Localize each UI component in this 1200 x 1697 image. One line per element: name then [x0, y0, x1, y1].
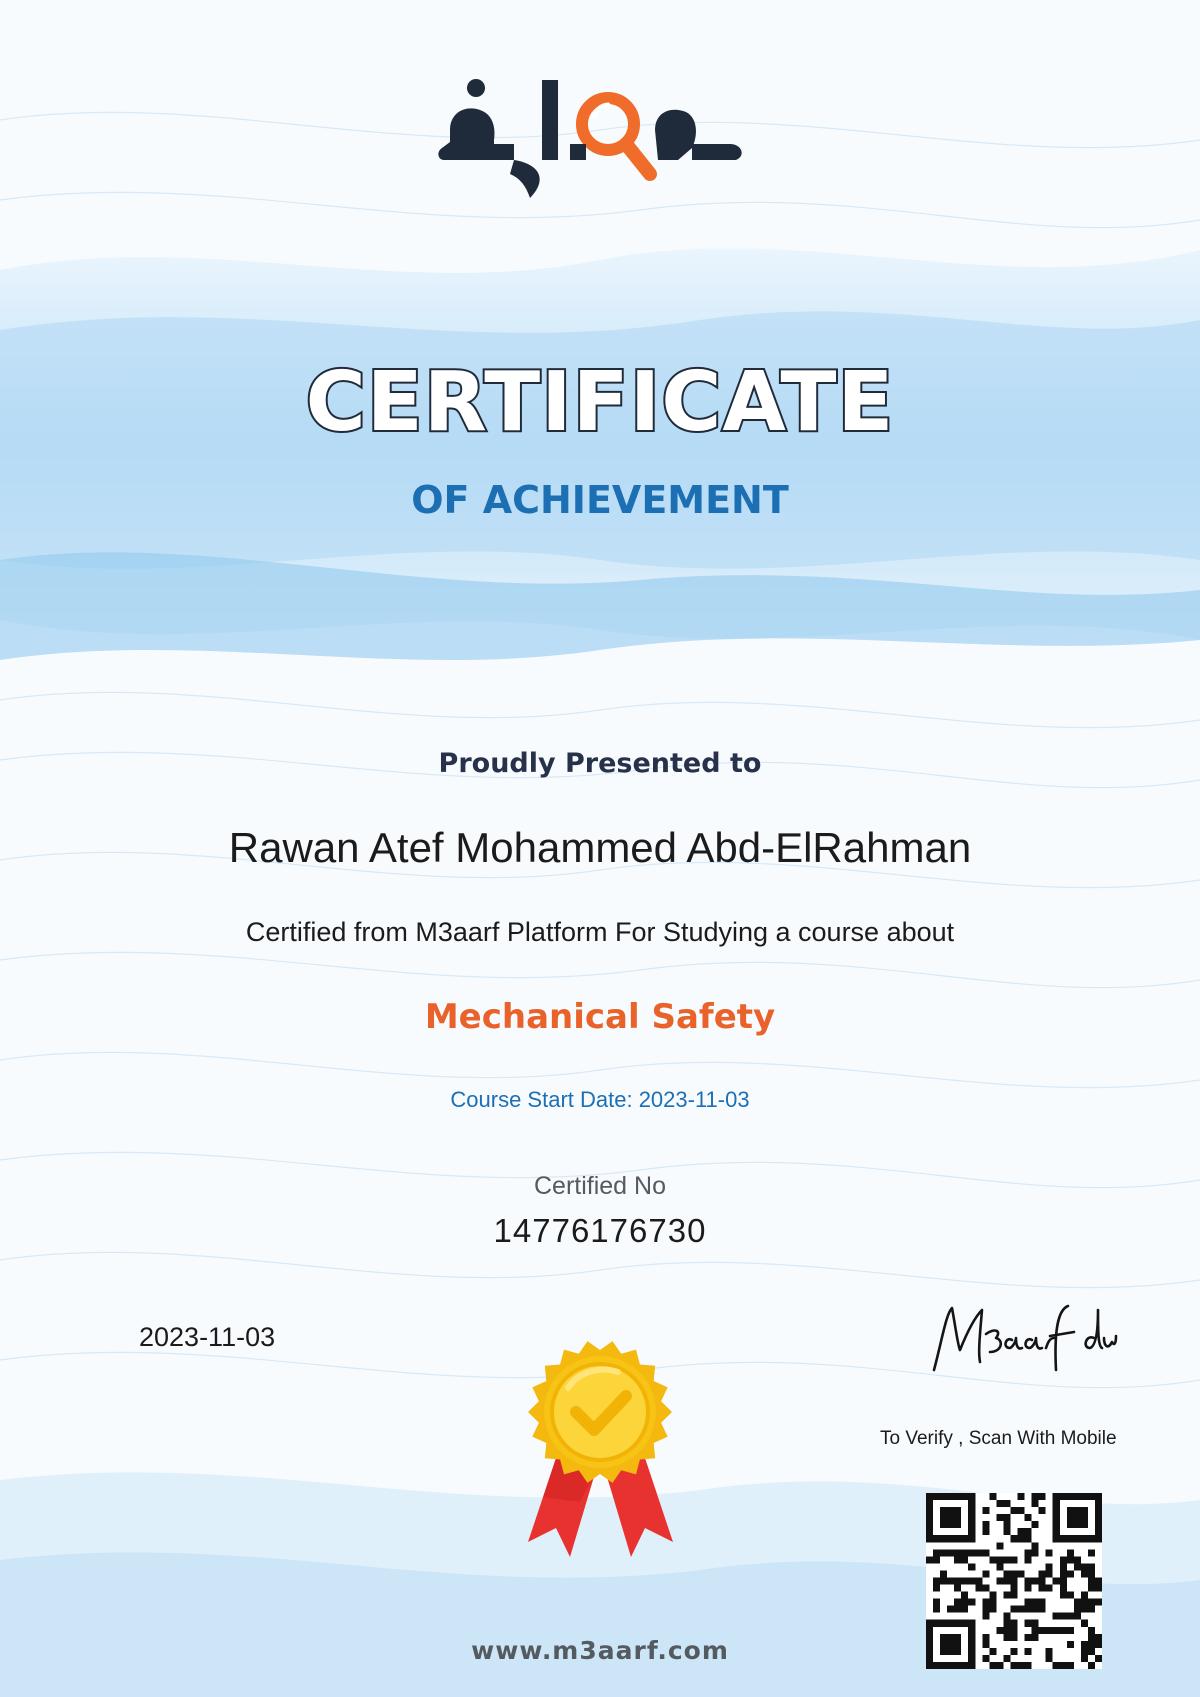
certificate-subtitle: OF ACHIEVEMENT — [411, 478, 789, 522]
award-ribbon-icon — [518, 1332, 683, 1562]
recipient-name: Rawan Atef Mohammed Abd-ElRahman — [228, 824, 972, 871]
certified-no-value: 14776176730 — [493, 1212, 707, 1249]
signature — [928, 1300, 1118, 1378]
issue-date: 2023-11-03 — [139, 1322, 276, 1352]
verify-text: To Verify , Scan With Mobile — [880, 1428, 1117, 1449]
certified-from-text: Certified from M3aarf Platform For Studying a course about — [245, 917, 955, 947]
presented-label: Proudly Presented to — [438, 748, 762, 779]
course-start-date: Course Start Date: 2023-11-03 — [450, 1087, 750, 1112]
website-link[interactable]: www.m3aarf.com — [471, 1636, 729, 1665]
certificate-title: CERTIFICATE — [305, 355, 895, 450]
m3aarf-logo — [430, 60, 770, 200]
course-name: Mechanical Safety — [424, 997, 776, 1037]
certified-no-label: Certified No — [534, 1172, 666, 1200]
